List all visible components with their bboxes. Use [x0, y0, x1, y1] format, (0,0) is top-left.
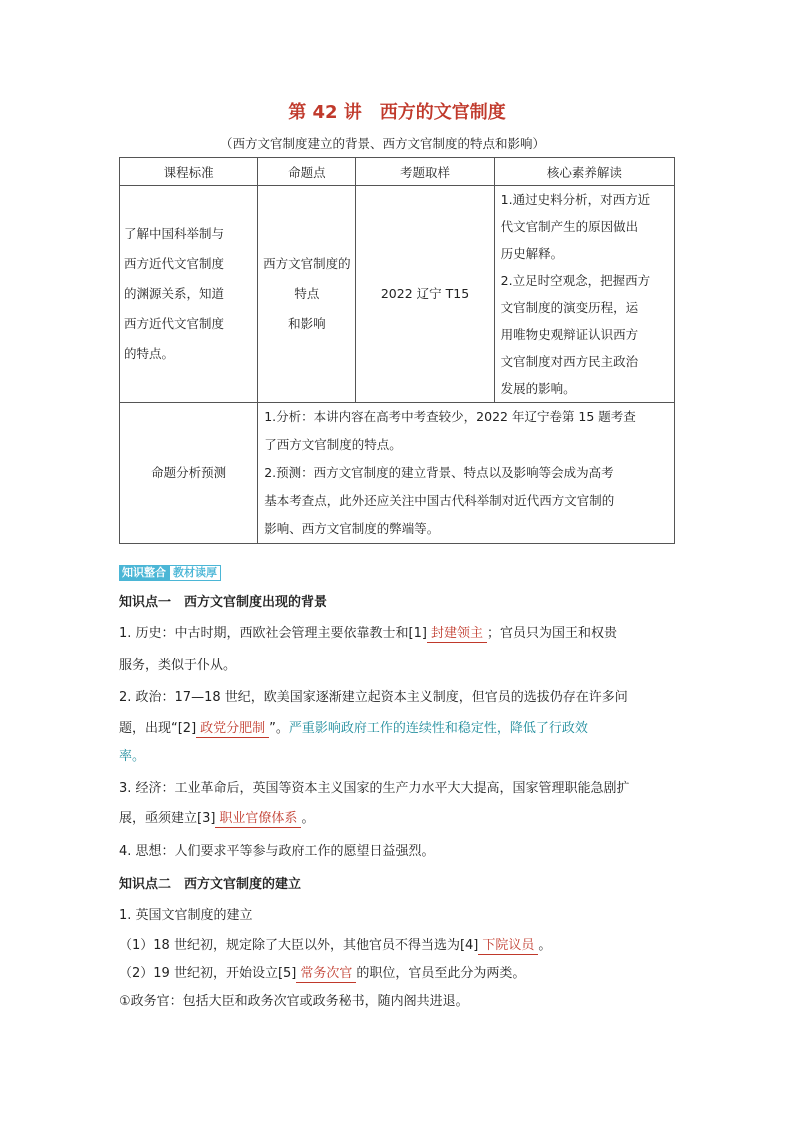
- answer-blank-1: 封建领主: [427, 626, 487, 643]
- highlight-text: 严重影响政府工作的连续性和稳定性，降低了行政效: [288, 721, 588, 736]
- core-line: 文官制度的演变历程，运: [500, 300, 639, 315]
- standard-line: 西方近代文官制度: [124, 256, 225, 271]
- analysis-line: 了西方文官制度的特点。: [264, 437, 402, 452]
- answer-blank-3: 职业官僚体系: [215, 811, 301, 828]
- core-line: 1.通过史料分析，对西方近: [500, 192, 651, 207]
- standard-cell: [120, 186, 258, 403]
- standard-line: 西方近代文官制度: [124, 316, 225, 331]
- analysis-label: 命题分析预测: [120, 403, 258, 544]
- text-span: 题，出现“[2]: [119, 721, 197, 736]
- badge-knowledge: 知识整合: [119, 565, 169, 581]
- analysis-cell: [258, 403, 675, 544]
- paragraph-item-2: [119, 962, 525, 983]
- paragraph-politics: 2. 政治：17—18 世纪，欧美国家逐渐建立起资本主义制度，但官员的选拔仍存在许多问: [119, 690, 628, 705]
- table-header-row: [120, 158, 675, 186]
- text-span: （1）18 世纪初，规定除了大臣以外，其他官员不得当选为[4]: [119, 938, 479, 953]
- core-line: 文官制度对西方民主政治: [500, 354, 639, 369]
- paragraph-history-cont: 服务，类似于仆从。: [119, 658, 237, 673]
- standard-line: 的特点。: [124, 346, 175, 361]
- standard-line: 了解中国科举制与: [124, 226, 225, 241]
- header-core: 核心素养解读: [494, 158, 674, 186]
- section-badge: [119, 565, 221, 581]
- subsection-heading: 1. 英国文官制度的建立: [119, 908, 253, 923]
- point-line: 和影响: [288, 316, 326, 331]
- table-row: [120, 186, 675, 403]
- highlight-text-cont: 率。: [119, 749, 146, 764]
- text-span: 。: [538, 938, 552, 953]
- text-span: 的职位，官员至此分为两类。: [356, 966, 526, 981]
- answer-blank-5: 常务次官: [296, 966, 356, 983]
- answer-blank-4: 下院议员: [478, 938, 538, 955]
- curriculum-table: [119, 157, 675, 544]
- core-line: 2.立足时空观念，把握西方: [500, 273, 651, 288]
- text-span: 展，亟须建立[3]: [119, 811, 216, 826]
- paragraph-politics-cont: [119, 717, 588, 738]
- text-span: ；官员只为国王和权贵: [486, 626, 617, 641]
- paragraph-thought: 4. 思想：人们要求平等参与政府工作的愿望日益强烈。: [119, 844, 435, 859]
- badge-textbook: 教材读厚: [169, 565, 221, 581]
- text-span: ”。: [269, 721, 289, 736]
- sample-cell: 2022 辽宁 T15: [356, 186, 494, 403]
- analysis-line: 基本考查点，此外还应关注中国古代科举制对近代西方文官制的: [264, 493, 615, 508]
- section-heading: 知识点二 西方文官制度的建立: [119, 877, 302, 892]
- header-point: 命题点: [258, 158, 356, 186]
- core-line: 历史解释。: [500, 246, 564, 261]
- core-cell: [494, 186, 674, 403]
- point-cell: [258, 186, 356, 403]
- point-line: 特点: [294, 286, 320, 301]
- point-line: 西方文官制度的: [263, 256, 351, 271]
- text-span: 。: [301, 811, 315, 826]
- header-standard: 课程标准: [120, 158, 258, 186]
- page-title: 第 42 讲 西方的文官制度: [288, 102, 506, 123]
- standard-line: 的渊源关系，知道: [124, 286, 225, 301]
- paragraph-history: [119, 622, 617, 643]
- paragraph-item-3: ①政务官：包括大臣和政务次官或政务秘书，随内阁共进退。: [119, 994, 469, 1009]
- header-sample: 考题取样: [356, 158, 494, 186]
- paragraph-economy: 3. 经济：工业革命后，英国等资本主义国家的生产力水平大大提高，国家管理职能急剧扩: [119, 781, 630, 796]
- paragraph-item-1: [119, 934, 551, 955]
- core-line: 用唯物史观辩证认识西方: [500, 327, 639, 342]
- section-heading: 知识点一 西方文官制度出现的背景: [119, 595, 328, 610]
- analysis-line: 2.预测：西方文官制度的建立背景、特点以及影响等会成为高考: [264, 465, 614, 480]
- answer-blank-2: 政党分肥制: [196, 721, 269, 738]
- analysis-line: 1.分析：本讲内容在高考中考查较少，2022 年辽宁卷第 15 题考查: [264, 409, 636, 424]
- paragraph-economy-cont: [119, 807, 314, 828]
- text-span: （2）19 世纪初，开始设立[5]: [119, 966, 297, 981]
- page-subtitle: （西方文官制度建立的背景、西方文官制度的特点和影响）: [220, 136, 546, 151]
- table-row: [120, 403, 675, 544]
- text-span: 1. 历史：中古时期，西欧社会管理主要依靠教士和[1]: [119, 626, 427, 641]
- core-line: 代文官制产生的原因做出: [500, 219, 639, 234]
- analysis-line: 影响、西方文官制度的弊端等。: [264, 521, 440, 536]
- core-line: 发展的影响。: [500, 381, 576, 396]
